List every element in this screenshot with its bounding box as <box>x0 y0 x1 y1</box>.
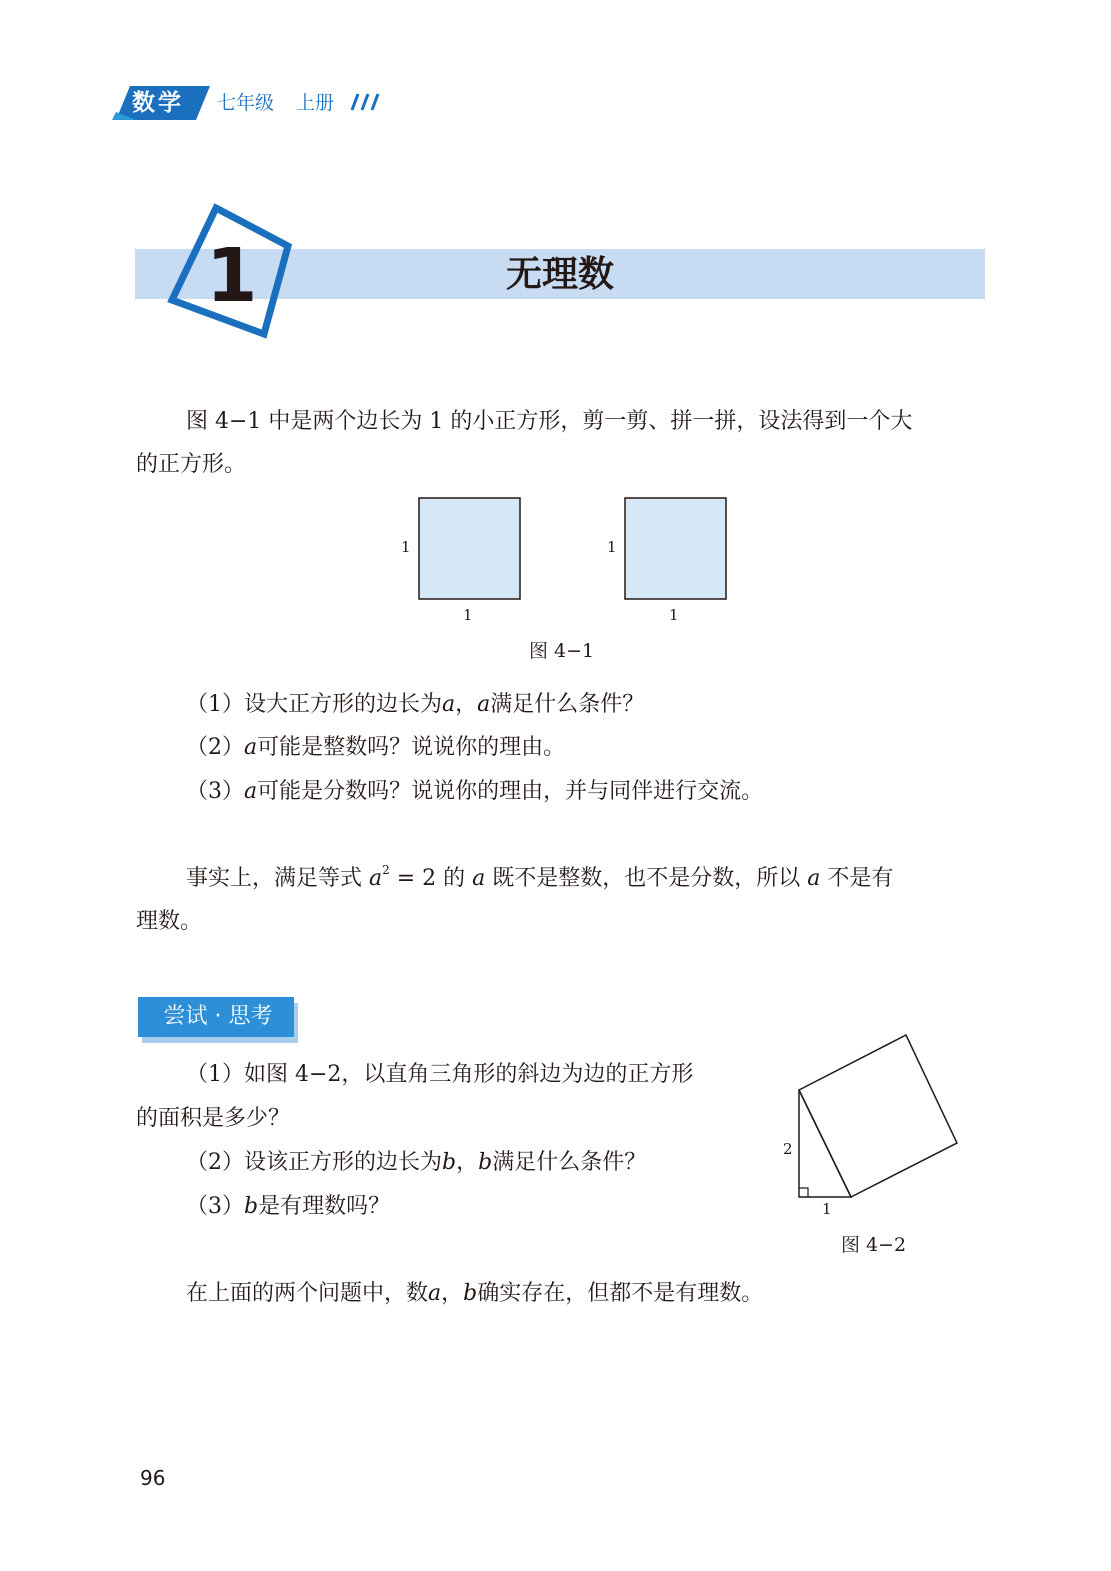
try-question-1-line-1: （1）如图 4−2，以直角三角形的斜边为边的正方形 <box>186 1062 694 1087</box>
question-1-3: （3）a可能是分数吗？说说你的理由，并与同伴进行交流。 <box>186 779 764 804</box>
square-right-side-label: 1 <box>607 538 617 556</box>
try-think-label: 尝试 · 思考 <box>163 1004 273 1029</box>
fact-line-1: 事实上，满足等式 $a^2 = 2$ 的 a 既不是整数，也不是分数，所以 a 不是有 <box>186 863 894 891</box>
figure-4-1-caption: 图 4−1 <box>529 640 595 662</box>
grade-label: 七年级 <box>217 92 275 114</box>
try-question-1-line-2: 的面积是多少？ <box>136 1106 291 1131</box>
fact-line-2: 理数。 <box>136 909 203 934</box>
square-right-bottom-label: 1 <box>669 606 679 624</box>
figure-4-2-caption: 图 4−2 <box>841 1234 907 1256</box>
right-triangle <box>799 1090 851 1197</box>
conclusion: 在上面的两个问题中，数a，b确实存在，但都不是有理数。 <box>186 1281 764 1306</box>
square-left-bottom-label: 1 <box>463 606 473 624</box>
figure-4-2 <box>780 1025 970 1209</box>
intro-line-2: 的正方形。 <box>136 452 247 477</box>
try-question-2: （2）设该正方形的边长为b，b满足什么条件？ <box>186 1150 647 1175</box>
square-left-side-label: 1 <box>401 538 411 556</box>
right-angle-mark <box>799 1188 808 1197</box>
triangle-vertical-leg-label: 2 <box>783 1140 793 1158</box>
square-left <box>419 498 520 599</box>
question-1-2: （2）a可能是整数吗？说说你的理由。 <box>186 735 566 760</box>
header-slashes-icon <box>344 92 380 116</box>
section-title: 无理数 <box>505 253 614 295</box>
volume-label: 上册 <box>296 92 335 114</box>
hypotenuse-square <box>799 1035 957 1197</box>
figure-4-1 <box>380 490 740 624</box>
try-question-3: （3）b是有理数吗？ <box>186 1194 391 1219</box>
intro-line-1: 图 4−1 中是两个边长为 1 的小正方形，剪一剪、拼一拼，设法得到一个大 <box>186 409 913 434</box>
section-number: 1 <box>206 233 258 319</box>
page-number: 96 <box>140 1466 166 1490</box>
question-1-1: （1）设大正方形的边长为a，a满足什么条件？ <box>186 692 645 717</box>
triangle-horizontal-leg-label: 1 <box>822 1200 832 1218</box>
subject-label: 数学 <box>132 90 184 116</box>
square-right <box>625 498 726 599</box>
